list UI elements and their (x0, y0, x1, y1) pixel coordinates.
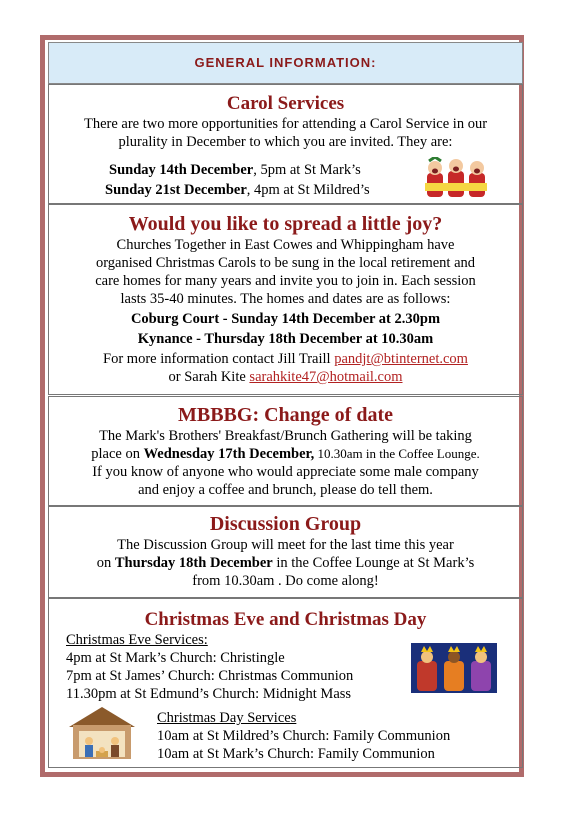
day-service-1: 10am at St Mildred’s Church: Family Communion (157, 728, 451, 744)
email-link-sarah[interactable]: sarahkite47@hotmail.com (249, 369, 403, 385)
three-kings-icon (411, 643, 497, 693)
carol-intro-1: There are two more opportunities for attending a Carol Service in our (83, 116, 488, 132)
carol-services-section (48, 84, 523, 204)
joy-line-3: care homes for many years and invite you to join in. Each session (95, 273, 476, 289)
carol-intro-2: plurality in December to which you are invited. They are: (118, 134, 453, 150)
discussion-line-1: The Discussion Group will meet for the last time this year (117, 537, 454, 553)
mbbbg-title: MBBBG: Change of date (178, 404, 393, 426)
mbbbg-line-1: The Mark's Brothers' Breakfast/Brunch Gathering will be taking (99, 428, 472, 444)
discussion-title: Discussion Group (209, 513, 362, 535)
joy-home-2: Kynance - Thursday 18th December at 10.30am (137, 331, 434, 347)
general-info-header (48, 42, 523, 84)
discussion-line-3: from 10.30am . Do come along! (192, 573, 379, 589)
email-link-jill[interactable]: pandjt@btinternet.com (334, 351, 468, 367)
carol-title: Carol Services (226, 93, 345, 114)
day-service-2: 10am at St Mark’s Church: Family Communion (157, 746, 435, 762)
discussion-line-2: on Thursday 18th December in the Coffee Lounge at St Mark’s (96, 555, 475, 571)
christmas-title: Christmas Eve and Christmas Day (144, 609, 427, 630)
joy-title: Would you like to spread a little joy? (128, 213, 443, 235)
joy-line-4: lasts 35-40 minutes. The homes and dates are as follows: (120, 291, 451, 307)
header-title: GENERAL INFORMATION: (194, 55, 377, 70)
carol-service-1: Sunday 14th December, 5pm at St Mark’s (109, 162, 361, 178)
joy-line-2: organised Christmas Carols to be sung in the local retirement and (95, 255, 476, 271)
joy-contact-2: or Sarah Kite sarahkite47@hotmail.com (168, 369, 403, 385)
carol-service-2: Sunday 21st December, 4pm at St Mildred’s (105, 182, 370, 198)
christmas-eve-heading: Christmas Eve Services: (66, 632, 208, 648)
joy-line-1: Churches Together in East Cowes and Whippingham have (116, 237, 455, 253)
mbbbg-line-4: and enjoy a coffee and brunch, please do tell them. (138, 482, 433, 498)
christmas-day-heading: Christmas Day Services (157, 710, 297, 726)
joy-home-1: Coburg Court - Sunday 14th December at 2.30pm (130, 311, 441, 327)
spread-joy-section (48, 204, 523, 395)
mbbbg-section (48, 396, 523, 506)
discussion-section (48, 506, 523, 598)
christmas-section (48, 598, 523, 768)
nativity-icon (65, 705, 139, 761)
mbbbg-line-3: If you know of anyone who would appreciate some male company (92, 464, 479, 480)
carol-singers-icon (425, 157, 487, 199)
eve-service-3: 11.30pm at St Edmund’s Church: Midnight Mass (66, 686, 352, 702)
eve-service-1: 4pm at St Mark’s Church: Christingle (66, 650, 285, 666)
eve-service-2: 7pm at St James’ Church: Christmas Communion (66, 668, 354, 684)
mbbbg-line-2: place on Wednesday 17th December, 10.30am in the Coffee Lounge. (91, 446, 480, 462)
joy-contact-1: For more information contact Jill Traill pandjt@btinternet.com (103, 351, 468, 367)
